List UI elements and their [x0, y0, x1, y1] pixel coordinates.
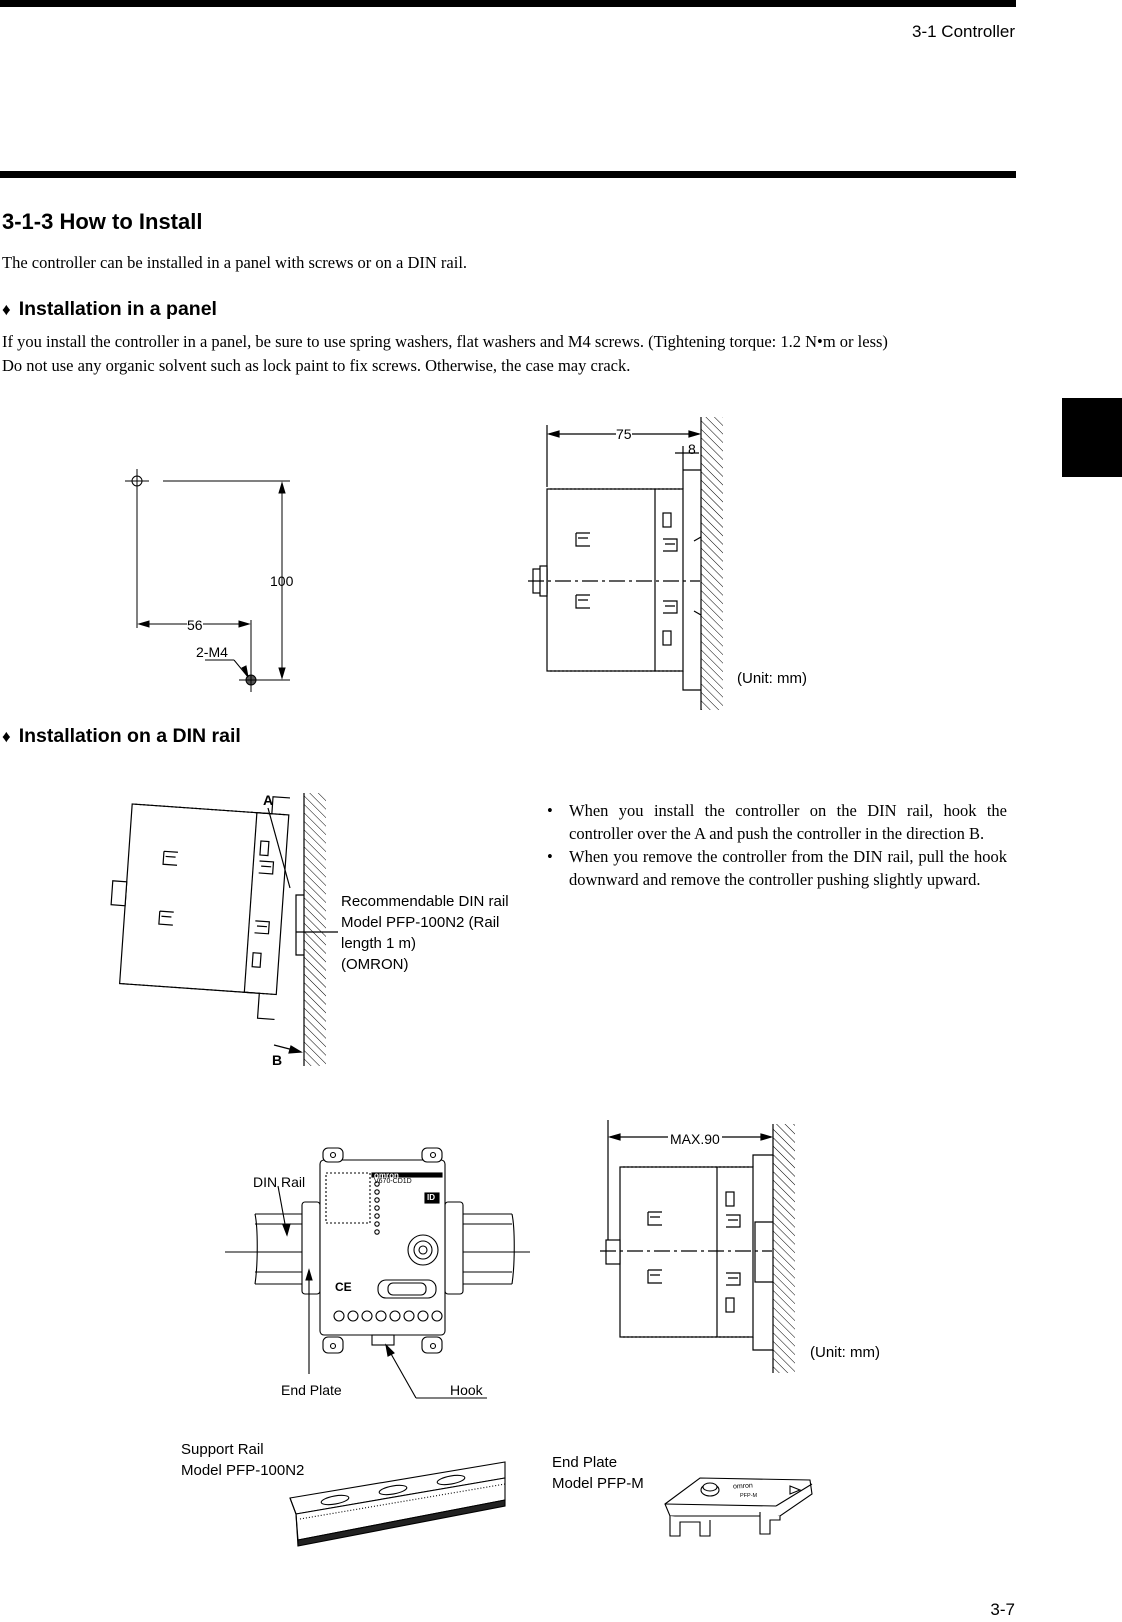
end-plate-model: Model PFP-M — [552, 1475, 644, 1492]
screw-label: 2-M4 — [196, 644, 228, 660]
panel-text-1: If you install the controller in a panel, be sure to use spring washers, flat washers and M4 screws. (Tightening torque: 1.2 N•m or less) — [2, 332, 888, 351]
max-dimension-label: MAX.90 — [670, 1131, 720, 1147]
intro-text: The controller can be installed in a panel with screws or on a DIN rail. — [2, 253, 468, 272]
support-rail-title: Support Rail — [181, 1441, 264, 1458]
rail-note-line: Model PFP-100N2 (Rail — [341, 914, 500, 931]
end-plate-part: PFP-M — [740, 1493, 758, 1499]
hook-label: Hook — [450, 1382, 483, 1398]
ce-mark: CE — [335, 1280, 352, 1294]
brand-mark: omron — [374, 1171, 399, 1180]
unit-label-din: (Unit: mm) — [810, 1344, 880, 1361]
bullet-text: When you remove the controller from the DIN rail, pull the hook downward and remove the controller pushing slightly upward. — [569, 847, 1007, 889]
unit-label-panel: (Unit: mm) — [737, 670, 807, 687]
rail-note-line: (OMRON) — [341, 956, 409, 973]
chapter-title: 3-1 Controller — [912, 22, 1015, 41]
panel-heading-text: Installation in a panel — [18, 298, 217, 320]
id-badge: ID — [427, 1193, 435, 1202]
rail-note-line: length 1 m) — [341, 935, 417, 952]
dim-offset-label: 8 — [688, 441, 696, 457]
label-b: B — [272, 1052, 283, 1068]
model-mark: V670-CD1D — [374, 1178, 412, 1185]
end-plate-label: End Plate — [281, 1382, 342, 1398]
din-heading-text: Installation on a DIN rail — [18, 725, 241, 747]
section-title: 3-1-3 How to Install — [2, 209, 203, 234]
panel-text-2: Do not use any organic solvent such as lock paint to fix screws. Otherwise, the case may crack. — [2, 356, 631, 375]
label-a: A — [263, 792, 274, 808]
support-rail-model: Model PFP-100N2 — [181, 1462, 305, 1479]
list-item: • When you install the controller on the DIN rail, hook the controller over the A and push the controller in the direction B. — [547, 801, 1007, 843]
dim-width-label: 56 — [187, 617, 203, 633]
diamond-bullet-icon: ♦ — [2, 727, 11, 746]
bullet-text: When you install the controller on the DIN rail, hook the controller over the A and push the controller in the direction B. — [569, 801, 1007, 843]
din-rail-label: DIN Rail — [253, 1174, 306, 1190]
end-plate-title: End Plate — [552, 1454, 618, 1471]
dim-height-label: 100 — [270, 573, 294, 589]
end-plate-brand: omron — [732, 1482, 754, 1491]
diamond-bullet-icon: ♦ — [2, 300, 11, 319]
dim-depth-label: 75 — [616, 426, 632, 442]
rail-note-line: Recommendable DIN rail — [341, 893, 509, 910]
list-item: • When you remove the controller from the DIN rail, pull the hook downward and remove the controller pushing slightly upward. — [547, 847, 1007, 889]
page-number: 3-7 — [990, 1600, 1015, 1619]
